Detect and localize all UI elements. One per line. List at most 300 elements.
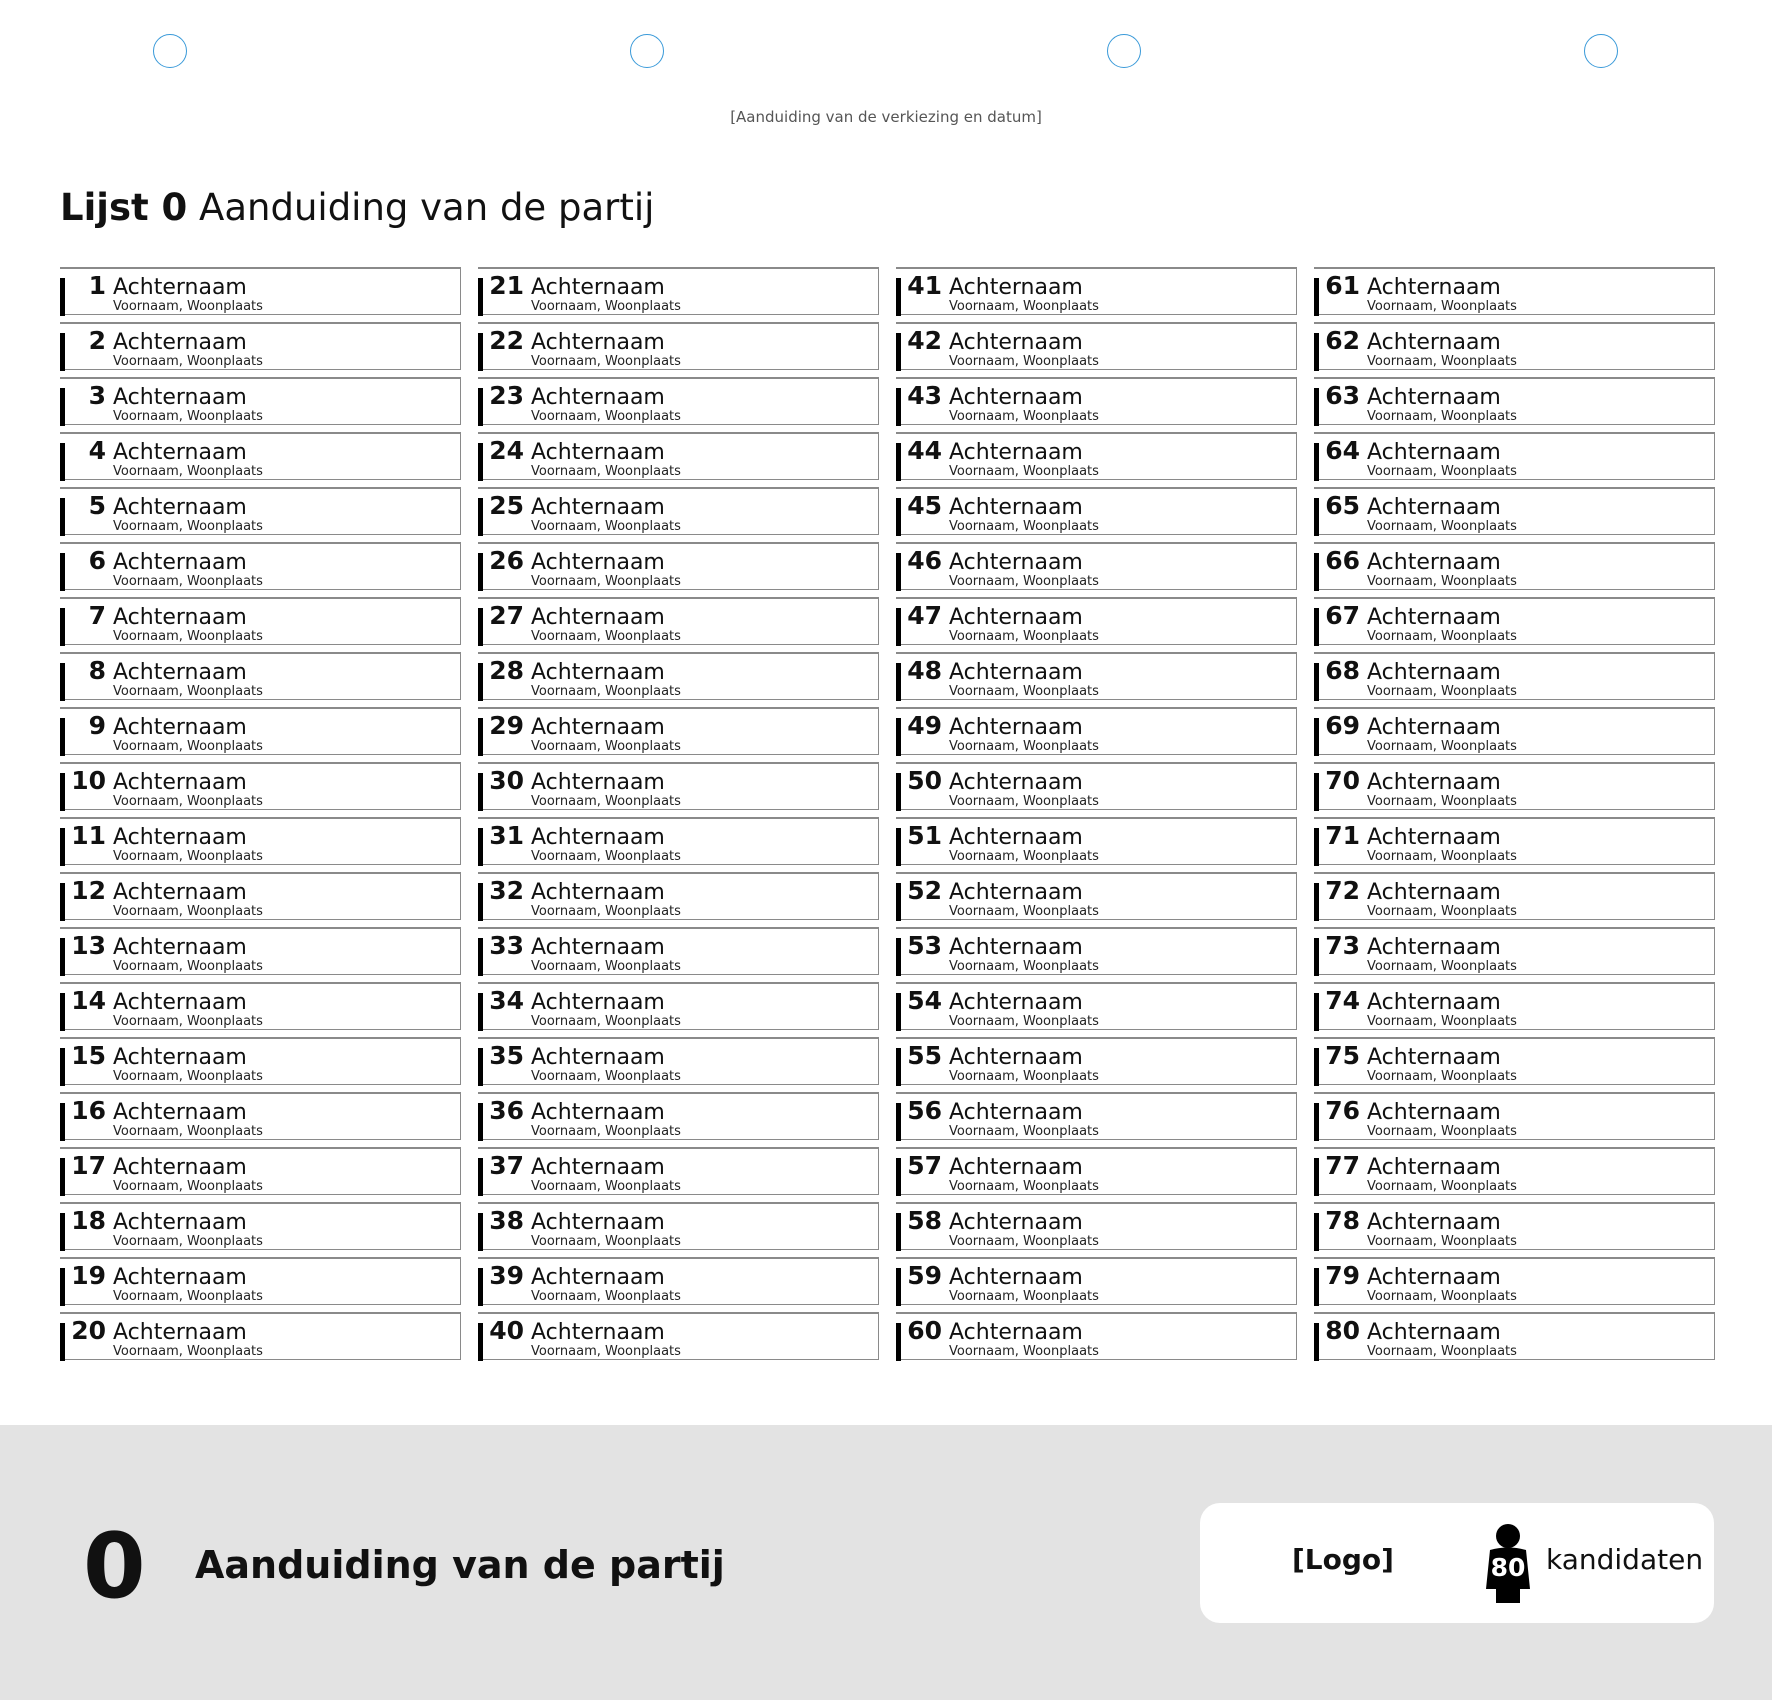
candidate-bar	[478, 773, 483, 811]
candidate-number: 18	[71, 1206, 106, 1235]
candidate-bar	[1314, 278, 1319, 316]
candidate-number: 58	[907, 1206, 942, 1235]
candidate-last-name: Achternaam	[1367, 1155, 1501, 1180]
candidate-last-name: Achternaam	[531, 1100, 665, 1125]
candidate-first-name-place: Voornaam, Woonplaats	[1367, 574, 1517, 589]
candidate-first-name-place: Voornaam, Woonplaats	[531, 1124, 681, 1139]
candidate-number: 63	[1325, 381, 1360, 410]
candidate-row	[1314, 377, 1715, 425]
candidate-first-name-place: Voornaam, Woonplaats	[949, 299, 1099, 314]
candidate-first-name-place: Voornaam, Woonplaats	[113, 1179, 263, 1194]
candidate-bar	[896, 443, 901, 481]
person-icon	[1484, 1523, 1532, 1603]
candidate-first-name-place: Voornaam, Woonplaats	[1367, 1234, 1517, 1249]
candidate-last-name: Achternaam	[1367, 1265, 1501, 1290]
candidate-row	[478, 377, 879, 425]
candidate-bar	[896, 993, 901, 1031]
candidate-first-name-place: Voornaam, Woonplaats	[113, 299, 263, 314]
candidate-first-name-place: Voornaam, Woonplaats	[949, 1069, 1099, 1084]
candidate-row	[1314, 817, 1715, 865]
candidate-last-name: Achternaam	[949, 1045, 1083, 1070]
candidate-number: 60	[907, 1316, 942, 1345]
candidate-number: 21	[489, 271, 524, 300]
candidate-number: 75	[1325, 1041, 1360, 1070]
candidate-last-name: Achternaam	[1367, 550, 1501, 575]
candidate-number: 11	[71, 821, 106, 850]
candidate-row	[60, 707, 461, 755]
candidate-number: 20	[71, 1316, 106, 1345]
candidate-bar	[60, 608, 65, 646]
candidate-bar	[1314, 773, 1319, 811]
candidate-first-name-place: Voornaam, Woonplaats	[1367, 849, 1517, 864]
footer-party-name: Aanduiding van de partij	[195, 1543, 725, 1587]
candidate-number: 79	[1325, 1261, 1360, 1290]
candidate-first-name-place: Voornaam, Woonplaats	[949, 904, 1099, 919]
candidate-number: 42	[907, 326, 942, 355]
candidate-bar	[896, 773, 901, 811]
candidate-row	[896, 762, 1297, 810]
candidate-bar	[896, 333, 901, 371]
candidate-row	[60, 1147, 461, 1195]
candidate-row	[478, 1202, 879, 1250]
candidate-row	[478, 707, 879, 755]
candidate-row	[478, 817, 879, 865]
candidate-bar	[478, 388, 483, 426]
candidate-bar	[896, 938, 901, 976]
candidate-first-name-place: Voornaam, Woonplaats	[531, 794, 681, 809]
candidate-bar	[60, 663, 65, 701]
candidate-first-name-place: Voornaam, Woonplaats	[531, 519, 681, 534]
candidate-bar	[1314, 498, 1319, 536]
punch-hole-icon	[153, 34, 187, 68]
candidate-last-name: Achternaam	[1367, 990, 1501, 1015]
candidate-row	[896, 432, 1297, 480]
candidate-first-name-place: Voornaam, Woonplaats	[531, 464, 681, 479]
candidate-number: 43	[907, 381, 942, 410]
candidate-row	[60, 872, 461, 920]
candidate-first-name-place: Voornaam, Woonplaats	[531, 959, 681, 974]
candidate-last-name: Achternaam	[1367, 1320, 1501, 1345]
candidate-grid	[60, 267, 1714, 1367]
candidate-first-name-place: Voornaam, Woonplaats	[531, 684, 681, 699]
candidate-last-name: Achternaam	[949, 1320, 1083, 1345]
candidate-bar	[1314, 718, 1319, 756]
candidate-first-name-place: Voornaam, Woonplaats	[949, 794, 1099, 809]
candidate-row	[60, 652, 461, 700]
candidate-last-name: Achternaam	[113, 385, 247, 410]
candidate-bar	[60, 773, 65, 811]
candidate-row	[60, 1257, 461, 1305]
candidate-last-name: Achternaam	[949, 385, 1083, 410]
candidate-last-name: Achternaam	[113, 1265, 247, 1290]
candidate-bar	[60, 828, 65, 866]
candidate-bar	[896, 1103, 901, 1141]
candidate-bar	[478, 828, 483, 866]
candidate-row	[1314, 1312, 1715, 1360]
candidate-first-name-place: Voornaam, Woonplaats	[949, 629, 1099, 644]
candidate-last-name: Achternaam	[113, 1320, 247, 1345]
candidate-column	[60, 267, 461, 1367]
candidate-number: 5	[88, 491, 106, 520]
candidate-last-name: Achternaam	[949, 935, 1083, 960]
punch-hole-icon	[1107, 34, 1141, 68]
candidate-row	[1314, 1257, 1715, 1305]
candidate-first-name-place: Voornaam, Woonplaats	[1367, 629, 1517, 644]
candidate-bar	[60, 1213, 65, 1251]
candidate-row	[1314, 762, 1715, 810]
candidate-number: 80	[1325, 1316, 1360, 1345]
candidate-number: 35	[489, 1041, 524, 1070]
candidate-last-name: Achternaam	[531, 440, 665, 465]
candidate-row	[60, 267, 461, 315]
candidate-row	[1314, 1147, 1715, 1195]
candidate-bar	[478, 1103, 483, 1141]
candidate-number: 41	[907, 271, 942, 300]
candidate-row	[60, 762, 461, 810]
candidate-number: 10	[71, 766, 106, 795]
candidate-row	[478, 1037, 879, 1085]
candidate-row	[60, 432, 461, 480]
candidate-row	[60, 322, 461, 370]
candidate-number: 1	[88, 271, 106, 300]
candidate-last-name: Achternaam	[949, 715, 1083, 740]
list-title	[60, 186, 654, 229]
candidate-last-name: Achternaam	[531, 880, 665, 905]
candidate-first-name-place: Voornaam, Woonplaats	[113, 904, 263, 919]
candidate-row	[896, 1092, 1297, 1140]
candidate-number: 27	[489, 601, 524, 630]
candidate-row	[60, 927, 461, 975]
candidate-last-name: Achternaam	[113, 275, 247, 300]
candidate-number: 49	[907, 711, 942, 740]
candidate-first-name-place: Voornaam, Woonplaats	[113, 959, 263, 974]
candidate-last-name: Achternaam	[531, 1155, 665, 1180]
candidate-last-name: Achternaam	[1367, 495, 1501, 520]
candidate-first-name-place: Voornaam, Woonplaats	[949, 1179, 1099, 1194]
candidate-last-name: Achternaam	[1367, 935, 1501, 960]
candidate-bar	[896, 828, 901, 866]
candidate-bar	[1314, 883, 1319, 921]
candidate-bar	[896, 1158, 901, 1196]
candidate-last-name: Achternaam	[113, 990, 247, 1015]
candidate-last-name: Achternaam	[531, 275, 665, 300]
candidate-number: 67	[1325, 601, 1360, 630]
candidate-row	[896, 982, 1297, 1030]
candidate-last-name: Achternaam	[1367, 715, 1501, 740]
candidate-first-name-place: Voornaam, Woonplaats	[113, 1234, 263, 1249]
candidate-first-name-place: Voornaam, Woonplaats	[531, 1289, 681, 1304]
candidate-bar	[1314, 443, 1319, 481]
candidate-bar	[478, 553, 483, 591]
candidate-last-name: Achternaam	[531, 715, 665, 740]
candidate-first-name-place: Voornaam, Woonplaats	[531, 354, 681, 369]
candidate-first-name-place: Voornaam, Woonplaats	[113, 849, 263, 864]
candidate-bar	[1314, 388, 1319, 426]
candidate-first-name-place: Voornaam, Woonplaats	[949, 849, 1099, 864]
candidate-first-name-place: Voornaam, Woonplaats	[949, 519, 1099, 534]
candidate-first-name-place: Voornaam, Woonplaats	[531, 1344, 681, 1359]
candidate-first-name-place: Voornaam, Woonplaats	[531, 409, 681, 424]
candidate-bar	[478, 498, 483, 536]
candidate-number: 50	[907, 766, 942, 795]
candidate-last-name: Achternaam	[113, 715, 247, 740]
candidate-row	[1314, 872, 1715, 920]
candidate-last-name: Achternaam	[949, 495, 1083, 520]
candidate-bar	[60, 553, 65, 591]
candidate-row	[1314, 267, 1715, 315]
footer-band	[0, 1425, 1772, 1700]
candidate-first-name-place: Voornaam, Woonplaats	[113, 1289, 263, 1304]
candidate-row	[1314, 322, 1715, 370]
candidate-last-name: Achternaam	[531, 495, 665, 520]
candidate-last-name: Achternaam	[949, 275, 1083, 300]
candidate-row	[478, 542, 879, 590]
candidate-bar	[1314, 553, 1319, 591]
candidate-bar	[60, 1103, 65, 1141]
candidate-bar	[478, 333, 483, 371]
candidate-bar	[1314, 1103, 1319, 1141]
candidate-last-name: Achternaam	[949, 1100, 1083, 1125]
candidate-row	[478, 872, 879, 920]
candidate-last-name: Achternaam	[949, 605, 1083, 630]
candidate-number: 8	[88, 656, 106, 685]
candidate-first-name-place: Voornaam, Woonplaats	[1367, 959, 1517, 974]
candidate-last-name: Achternaam	[1367, 330, 1501, 355]
footer-list-number: 0	[83, 1514, 146, 1619]
candidate-bar	[1314, 333, 1319, 371]
candidate-row	[896, 487, 1297, 535]
candidate-number: 9	[88, 711, 106, 740]
candidate-column	[478, 267, 879, 1367]
candidate-row	[896, 652, 1297, 700]
candidate-bar	[478, 1048, 483, 1086]
candidate-number: 48	[907, 656, 942, 685]
candidate-number: 2	[88, 326, 106, 355]
candidate-number: 38	[489, 1206, 524, 1235]
candidate-first-name-place: Voornaam, Woonplaats	[1367, 739, 1517, 754]
candidate-first-name-place: Voornaam, Woonplaats	[531, 904, 681, 919]
candidate-bar	[60, 883, 65, 921]
candidate-last-name: Achternaam	[1367, 1210, 1501, 1235]
candidate-row	[896, 872, 1297, 920]
candidate-bar	[896, 883, 901, 921]
candidate-number: 74	[1325, 986, 1360, 1015]
candidate-last-name: Achternaam	[949, 825, 1083, 850]
candidate-row	[896, 267, 1297, 315]
candidate-number: 34	[489, 986, 524, 1015]
party-card	[1200, 1503, 1714, 1623]
candidate-number: 37	[489, 1151, 524, 1180]
candidate-bar	[60, 1048, 65, 1086]
candidate-number: 72	[1325, 876, 1360, 905]
candidate-row	[478, 597, 879, 645]
candidate-bar	[60, 333, 65, 371]
candidate-first-name-place: Voornaam, Woonplaats	[113, 794, 263, 809]
candidate-first-name-place: Voornaam, Woonplaats	[113, 1014, 263, 1029]
candidate-number: 25	[489, 491, 524, 520]
candidate-row	[896, 322, 1297, 370]
candidate-first-name-place: Voornaam, Woonplaats	[113, 629, 263, 644]
candidate-number: 56	[907, 1096, 942, 1125]
candidate-number: 64	[1325, 436, 1360, 465]
candidate-last-name: Achternaam	[531, 990, 665, 1015]
candidate-first-name-place: Voornaam, Woonplaats	[113, 739, 263, 754]
candidate-bar	[896, 1213, 901, 1251]
candidate-row	[1314, 982, 1715, 1030]
candidate-bar	[896, 278, 901, 316]
candidate-number: 68	[1325, 656, 1360, 685]
candidate-first-name-place: Voornaam, Woonplaats	[531, 1014, 681, 1029]
party-name: Aanduiding van de partij	[199, 186, 655, 229]
candidate-number: 6	[88, 546, 106, 575]
candidate-number: 55	[907, 1041, 942, 1070]
candidate-bar	[60, 1158, 65, 1196]
candidate-bar	[60, 938, 65, 976]
candidate-bar	[478, 1323, 483, 1361]
candidate-first-name-place: Voornaam, Woonplaats	[531, 1234, 681, 1249]
candidate-first-name-place: Voornaam, Woonplaats	[949, 1124, 1099, 1139]
candidate-row	[60, 1202, 461, 1250]
candidate-last-name: Achternaam	[949, 990, 1083, 1015]
candidate-row	[1314, 487, 1715, 535]
candidate-row	[896, 817, 1297, 865]
candidate-last-name: Achternaam	[1367, 1045, 1501, 1070]
candidate-bar	[896, 1323, 901, 1361]
candidate-bar	[478, 993, 483, 1031]
candidate-bar	[478, 1268, 483, 1306]
candidate-row	[60, 982, 461, 1030]
candidate-number: 46	[907, 546, 942, 575]
candidate-number: 12	[71, 876, 106, 905]
candidate-last-name: Achternaam	[113, 880, 247, 905]
candidate-last-name: Achternaam	[531, 550, 665, 575]
candidate-bar	[478, 1213, 483, 1251]
candidate-bar	[60, 388, 65, 426]
candidate-last-name: Achternaam	[531, 660, 665, 685]
candidate-row	[60, 1312, 461, 1360]
candidate-last-name: Achternaam	[949, 1155, 1083, 1180]
candidate-bar	[478, 883, 483, 921]
candidate-last-name: Achternaam	[113, 1155, 247, 1180]
candidate-last-name: Achternaam	[1367, 385, 1501, 410]
candidate-number: 69	[1325, 711, 1360, 740]
candidate-first-name-place: Voornaam, Woonplaats	[113, 354, 263, 369]
punch-hole-icon	[1584, 34, 1618, 68]
candidate-bar	[896, 608, 901, 646]
candidate-number: 24	[489, 436, 524, 465]
candidate-first-name-place: Voornaam, Woonplaats	[949, 739, 1099, 754]
candidate-number: 14	[71, 986, 106, 1015]
candidate-last-name: Achternaam	[1367, 880, 1501, 905]
candidate-last-name: Achternaam	[113, 330, 247, 355]
candidate-first-name-place: Voornaam, Woonplaats	[1367, 1069, 1517, 1084]
candidate-row	[896, 707, 1297, 755]
candidate-row	[1314, 542, 1715, 590]
candidate-first-name-place: Voornaam, Woonplaats	[949, 354, 1099, 369]
candidate-number: 66	[1325, 546, 1360, 575]
candidate-last-name: Achternaam	[113, 825, 247, 850]
candidate-first-name-place: Voornaam, Woonplaats	[1367, 904, 1517, 919]
candidate-bar	[478, 663, 483, 701]
candidate-row	[60, 377, 461, 425]
candidate-last-name: Achternaam	[949, 1265, 1083, 1290]
candidate-bar	[896, 663, 901, 701]
candidate-bar	[896, 388, 901, 426]
candidate-bar	[896, 718, 901, 756]
candidate-bar	[478, 443, 483, 481]
candidate-row	[896, 1037, 1297, 1085]
candidate-first-name-place: Voornaam, Woonplaats	[1367, 684, 1517, 699]
candidate-row	[896, 1202, 1297, 1250]
candidate-bar	[60, 443, 65, 481]
candidate-bar	[478, 608, 483, 646]
candidate-bar	[1314, 828, 1319, 866]
candidate-first-name-place: Voornaam, Woonplaats	[1367, 1289, 1517, 1304]
candidate-row	[60, 542, 461, 590]
candidate-first-name-place: Voornaam, Woonplaats	[113, 1124, 263, 1139]
candidate-number: 26	[489, 546, 524, 575]
candidate-row	[478, 487, 879, 535]
candidate-bar	[1314, 1048, 1319, 1086]
candidate-bar	[60, 278, 65, 316]
candidate-row	[60, 487, 461, 535]
candidate-last-name: Achternaam	[531, 1045, 665, 1070]
candidate-number: 78	[1325, 1206, 1360, 1235]
candidate-first-name-place: Voornaam, Woonplaats	[1367, 519, 1517, 534]
candidate-row	[478, 1092, 879, 1140]
candidate-last-name: Achternaam	[113, 1100, 247, 1125]
candidate-bar	[1314, 1323, 1319, 1361]
candidate-last-name: Achternaam	[531, 825, 665, 850]
candidate-last-name: Achternaam	[113, 1045, 247, 1070]
candidate-number: 65	[1325, 491, 1360, 520]
candidate-first-name-place: Voornaam, Woonplaats	[113, 409, 263, 424]
candidate-number: 29	[489, 711, 524, 740]
candidate-row	[1314, 1092, 1715, 1140]
candidate-bar	[896, 553, 901, 591]
candidate-first-name-place: Voornaam, Woonplaats	[949, 684, 1099, 699]
candidate-row	[60, 597, 461, 645]
candidate-bar	[478, 1158, 483, 1196]
candidate-bar	[1314, 938, 1319, 976]
candidate-last-name: Achternaam	[1367, 825, 1501, 850]
candidate-row	[896, 1257, 1297, 1305]
candidate-first-name-place: Voornaam, Woonplaats	[113, 1344, 263, 1359]
candidate-number: 15	[71, 1041, 106, 1070]
candidate-number: 73	[1325, 931, 1360, 960]
candidate-number: 57	[907, 1151, 942, 1180]
candidate-number: 70	[1325, 766, 1360, 795]
candidate-last-name: Achternaam	[1367, 1100, 1501, 1125]
candidate-number: 54	[907, 986, 942, 1015]
candidate-first-name-place: Voornaam, Woonplaats	[531, 1069, 681, 1084]
candidate-last-name: Achternaam	[113, 550, 247, 575]
punch-holes	[0, 34, 1772, 74]
candidate-number: 77	[1325, 1151, 1360, 1180]
candidate-bar	[1314, 1268, 1319, 1306]
candidate-number: 76	[1325, 1096, 1360, 1125]
candidate-row	[478, 432, 879, 480]
candidate-bar	[478, 938, 483, 976]
candidate-row	[1314, 927, 1715, 975]
candidate-first-name-place: Voornaam, Woonplaats	[1367, 409, 1517, 424]
candidate-number: 40	[489, 1316, 524, 1345]
candidate-number: 4	[88, 436, 106, 465]
candidate-last-name: Achternaam	[113, 605, 247, 630]
punch-hole-icon	[630, 34, 664, 68]
candidate-number: 52	[907, 876, 942, 905]
candidate-bar	[1314, 663, 1319, 701]
